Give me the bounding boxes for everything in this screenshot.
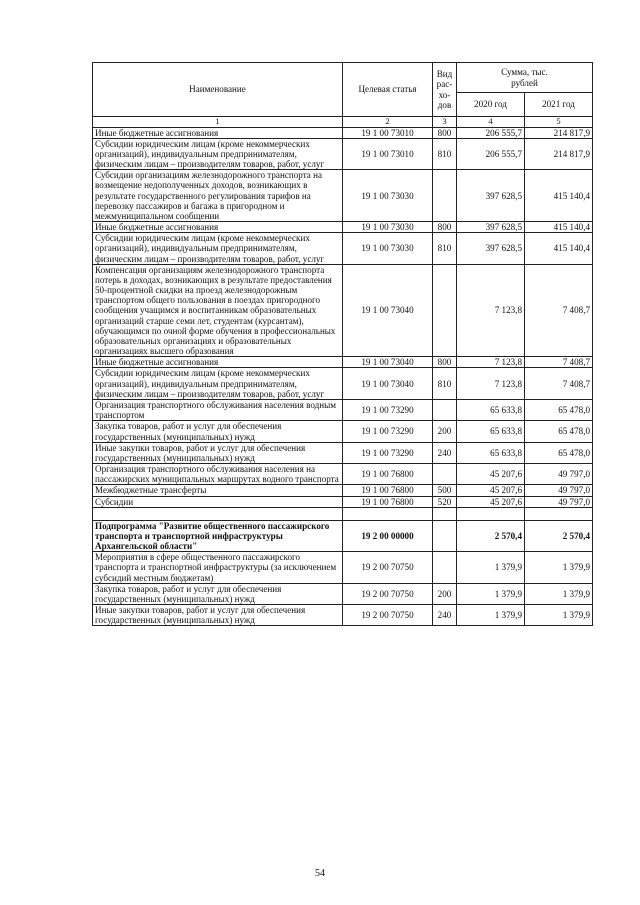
cell-vid: 200	[433, 583, 457, 604]
table-row	[93, 464, 593, 485]
cell-code: 19 1 00 73010	[343, 127, 433, 138]
table-row	[93, 507, 593, 520]
cell-v2: 65 478,0	[525, 421, 593, 442]
cell-vid: 810	[433, 138, 457, 170]
cell-v1: 45 207,6	[457, 496, 525, 507]
cell-v1: 65 633,8	[457, 442, 525, 463]
cell-name: Иные закупки товаров, работ и услуг для обеспечения государственных (муниципальных) нужд	[93, 442, 343, 463]
cell-vid	[433, 399, 457, 420]
page-number: 54	[315, 868, 325, 879]
cell-vid	[433, 464, 457, 485]
header-year-2021: 2021 год	[525, 93, 593, 117]
cell-code: 19 1 00 76800	[343, 464, 433, 485]
cell-vid	[433, 170, 457, 222]
cell-name: Субсидии юридическим лицам (кроме некоммерческих организаций), индивидуальным предпринимателям, физическим лицам – производителям товаров, работ, услуг	[93, 233, 343, 265]
cell-vid	[433, 507, 457, 520]
cell-vid: 800	[433, 222, 457, 233]
cell-code: 19 1 00 73030	[343, 222, 433, 233]
cell-v2: 7 408,7	[525, 264, 593, 357]
table-row	[93, 583, 593, 604]
table-row	[93, 264, 593, 357]
cell-vid: 810	[433, 233, 457, 265]
cell-v2: 65 478,0	[525, 442, 593, 463]
cell-v2: 415 140,4	[525, 233, 593, 265]
column-index: 2	[343, 117, 433, 128]
cell-name: Субсидии	[93, 496, 343, 507]
cell-vid: 240	[433, 605, 457, 626]
cell-v2: 2 570,4	[525, 520, 593, 552]
table-row	[93, 605, 593, 626]
cell-v1: 397 628,5	[457, 222, 525, 233]
cell-code: 19 1 00 73290	[343, 421, 433, 442]
cell-name: Иные бюджетные ассигнования	[93, 127, 343, 138]
table-body	[93, 127, 593, 626]
cell-v1: 65 633,8	[457, 399, 525, 420]
cell-code: 19 1 00 73040	[343, 264, 433, 357]
cell-v2: 415 140,4	[525, 222, 593, 233]
cell-v1: 1 379,9	[457, 552, 525, 584]
table-row	[93, 552, 593, 584]
table-row	[93, 138, 593, 170]
cell-vid	[433, 552, 457, 584]
cell-v2: 214 817,9	[525, 127, 593, 138]
cell-code: 19 1 00 73040	[343, 368, 433, 400]
cell-code	[343, 507, 433, 520]
cell-v2: 49 797,0	[525, 485, 593, 496]
cell-v1: 45 207,6	[457, 485, 525, 496]
column-index-row	[93, 117, 593, 128]
table-row	[93, 485, 593, 496]
cell-name: Закупка товаров, работ и услуг для обеспечения государственных (муниципальных) нужд	[93, 421, 343, 442]
cell-v2: 49 797,0	[525, 464, 593, 485]
cell-code: 19 1 00 76800	[343, 485, 433, 496]
cell-name: Организация транспортного обслуживания населения водным транспортом	[93, 399, 343, 420]
cell-name: Иные закупки товаров, работ и услуг для обеспечения государственных (муниципальных) нужд	[93, 605, 343, 626]
cell-vid: 520	[433, 496, 457, 507]
cell-v2: 49 797,0	[525, 496, 593, 507]
cell-name	[93, 507, 343, 520]
cell-vid: 200	[433, 421, 457, 442]
cell-code: 19 1 00 73010	[343, 138, 433, 170]
header-vid: Вид рас-хо-дов	[433, 63, 457, 117]
table-row	[93, 222, 593, 233]
column-index: 4	[457, 117, 525, 128]
cell-v1: 206 555,7	[457, 138, 525, 170]
cell-v1: 7 123,8	[457, 368, 525, 400]
cell-v1: 1 379,9	[457, 583, 525, 604]
cell-code: 19 2 00 70750	[343, 605, 433, 626]
cell-v2: 1 379,9	[525, 583, 593, 604]
cell-name: Субсидии юридическим лицам (кроме некоммерческих организаций), индивидуальным предпринимателям, физическим лицам – производителям товаров, работ, услуг	[93, 368, 343, 400]
cell-v2: 65 478,0	[525, 399, 593, 420]
cell-name: Подпрограмма "Развитие общественного пассажирского транспорта и транспортной инфраструктуры Архангельской области"	[93, 520, 343, 552]
table-row	[93, 421, 593, 442]
cell-v1: 397 628,5	[457, 233, 525, 265]
header-sum: Сумма, тыс. рублей	[457, 63, 593, 93]
cell-name: Иные бюджетные ассигнования	[93, 357, 343, 368]
cell-v1: 206 555,7	[457, 127, 525, 138]
cell-code: 19 1 00 73030	[343, 170, 433, 222]
cell-name: Субсидии юридическим лицам (кроме некоммерческих организаций), индивидуальным предпринимателям, физическим лицам – производителям товаров, работ, услуг	[93, 138, 343, 170]
cell-v2: 214 817,9	[525, 138, 593, 170]
cell-v2: 7 408,7	[525, 357, 593, 368]
table-row	[93, 170, 593, 222]
table-row	[93, 399, 593, 420]
cell-vid: 810	[433, 368, 457, 400]
table-row	[93, 127, 593, 138]
cell-vid	[433, 520, 457, 552]
column-index: 3	[433, 117, 457, 128]
cell-name: Субсидии организациям железнодорожного транспорта на возмещение недополученных доходов, возникающих в результате государственного регулирования тарифов на перевозку пассажиров и багажа в пригородном и межмуниципальном сообщении	[93, 170, 343, 222]
table-row	[93, 442, 593, 463]
cell-vid: 800	[433, 127, 457, 138]
table-row	[93, 357, 593, 368]
cell-code: 19 2 00 00000	[343, 520, 433, 552]
cell-name: Мероприятия в сфере общественного пассажирского транспорта и транспортной инфраструктуры (за исключением субсидий местным бюджетам)	[93, 552, 343, 584]
cell-v1: 7 123,8	[457, 357, 525, 368]
cell-code: 19 1 00 73040	[343, 357, 433, 368]
table-row	[93, 520, 593, 552]
cell-v2: 415 140,4	[525, 170, 593, 222]
cell-v1: 45 207,6	[457, 464, 525, 485]
cell-v2: 1 379,9	[525, 552, 593, 584]
table-row	[93, 233, 593, 265]
cell-name: Иные бюджетные ассигнования	[93, 222, 343, 233]
cell-vid: 800	[433, 357, 457, 368]
cell-vid: 240	[433, 442, 457, 463]
cell-v2: 7 408,7	[525, 368, 593, 400]
table-row	[93, 496, 593, 507]
header-name: Наименование	[93, 63, 343, 117]
cell-vid	[433, 264, 457, 357]
cell-code: 19 1 00 73030	[343, 233, 433, 265]
cell-v1: 7 123,8	[457, 264, 525, 357]
cell-code: 19 2 00 70750	[343, 552, 433, 584]
table-row	[93, 368, 593, 400]
cell-v1: 1 379,9	[457, 605, 525, 626]
cell-code: 19 1 00 73290	[343, 442, 433, 463]
header-year-2020: 2020 год	[457, 93, 525, 117]
cell-v2	[525, 507, 593, 520]
cell-v1: 2 570,4	[457, 520, 525, 552]
cell-code: 19 2 00 70750	[343, 583, 433, 604]
cell-name: Межбюджетные трансферты	[93, 485, 343, 496]
cell-name: Закупка товаров, работ и услуг для обеспечения государственных (муниципальных) нужд	[93, 583, 343, 604]
cell-v1: 65 633,8	[457, 421, 525, 442]
cell-code: 19 1 00 76800	[343, 496, 433, 507]
cell-name: Организация транспортного обслуживания населения на пассажирских муниципальных маршрутах водного транспорта	[93, 464, 343, 485]
column-index: 1	[93, 117, 343, 128]
cell-v2: 1 379,9	[525, 605, 593, 626]
column-index: 5	[525, 117, 593, 128]
budget-table	[92, 62, 593, 626]
cell-v1: 397 628,5	[457, 170, 525, 222]
cell-vid: 500	[433, 485, 457, 496]
cell-v1	[457, 507, 525, 520]
cell-name: Компенсация организациям железнодорожного транспорта потерь в доходах, возникающих в результате предоставления 50-процентной скидки на проезд железнодорожным транспортом общего пользования в поездах пригородного сообщения учащимся и воспитанникам образовательных организаций старше семи лет, студентам (курсантам), обучающимся по очной форме обучения в профессиональных образовательных организациях и образовательных организациях высшего образования	[93, 264, 343, 357]
cell-code: 19 1 00 73290	[343, 399, 433, 420]
header-target: Целевая статья	[343, 63, 433, 117]
